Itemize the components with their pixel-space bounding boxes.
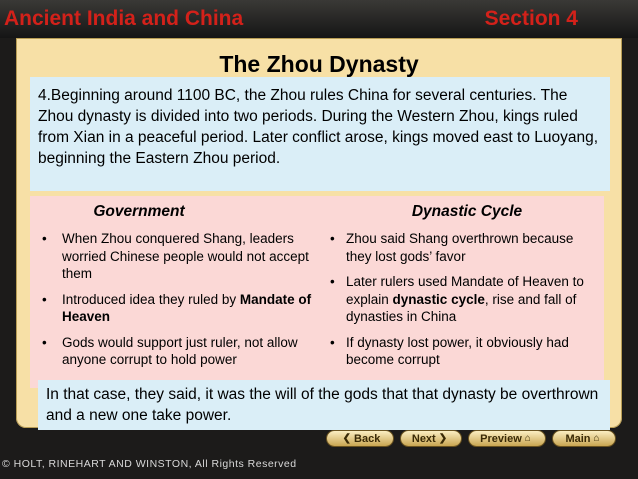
list-item: • If dynasty lost power, it obviously had become corrupt xyxy=(330,334,569,367)
nav-bar xyxy=(326,430,616,448)
list-item: • Later rulers used Mandate of Heaven to explain dynastic cycle, rise and fall of dynasties in China xyxy=(330,274,584,324)
home-icon: ⌂ xyxy=(524,433,531,444)
list-item: • Introduced idea they ruled by Mandate of Heaven xyxy=(42,291,312,324)
list-item: • When Zhou conquered Shang, leaders worried Chinese people would not accept them xyxy=(42,231,309,281)
bullet-icon: • xyxy=(42,231,47,246)
home-icon: ⌂ xyxy=(593,433,600,444)
slide-title: The Zhou Dynasty xyxy=(219,51,419,77)
preview-button[interactable]: Preview ⌂ xyxy=(468,430,546,447)
dynastic-cycle-column xyxy=(322,196,604,388)
dynastic-cycle-heading: Dynastic Cycle xyxy=(411,203,523,220)
next-button[interactable]: Next ❯ xyxy=(400,430,462,447)
key-term: dynastic cycle xyxy=(392,291,485,307)
list-item: • Zhou said Shang overthrown because they lost gods’ favor xyxy=(330,231,574,264)
chevron-left-icon: ❮ xyxy=(342,433,352,444)
bullet-icon: • xyxy=(42,334,47,350)
back-button[interactable]: ❮ Back xyxy=(326,430,394,447)
key-term: Mandate of Heaven xyxy=(62,291,312,324)
dynastic-cycle-list xyxy=(322,230,604,377)
intro-text: 4.Beginning around 1100 BC, the Zhou rules China for several centuries. The Zhou dynasty is divided into two periods. During the Western Zhou, kings ruled from Xian in a peaceful period. Later conflict arose, kings moved east to Luoyang, beginning the Eastern Zhou period. xyxy=(30,77,610,191)
bullet-icon: • xyxy=(42,291,47,307)
main-button[interactable]: Main ⌂ xyxy=(552,430,616,447)
header-bar xyxy=(0,0,638,38)
government-column xyxy=(30,196,338,388)
book-title: Ancient India and China xyxy=(4,7,244,30)
section-label: Section 4 xyxy=(484,7,578,30)
copyright-text: © HOLT, RINEHART AND WINSTON, All Rights Reserved xyxy=(2,458,297,470)
footer-bar xyxy=(0,452,638,479)
conclusion-text: In that case, they said, it was the will of the gods that that dynasty be overthrown and a new one take power. xyxy=(38,380,610,430)
list-item: • Gods would support just ruler, not allow anyone corrupt to hold power xyxy=(42,334,298,367)
chevron-right-icon: ❯ xyxy=(438,433,448,444)
bullet-icon: • xyxy=(330,274,335,289)
government-list xyxy=(30,230,338,377)
government-heading: Government xyxy=(93,203,185,220)
bullet-icon: • xyxy=(330,231,335,246)
bullet-icon: • xyxy=(330,334,335,350)
